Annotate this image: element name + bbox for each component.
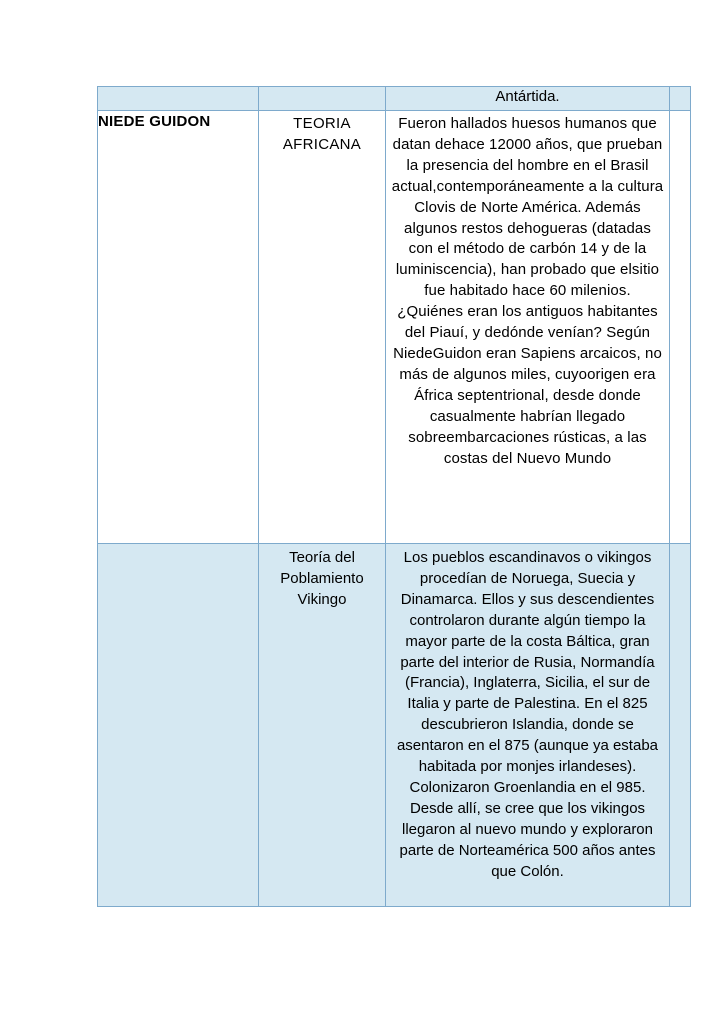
theory-cell (259, 544, 386, 907)
theory-text: Teoría del Poblamiento Vikingo (280, 549, 364, 608)
table-row (98, 544, 691, 907)
name-cell (98, 87, 259, 111)
table-row (98, 111, 691, 544)
extra-cell (670, 544, 691, 907)
extra-cell (670, 111, 691, 544)
theory-cell (259, 87, 386, 111)
description-cell (386, 544, 670, 907)
theory-cell (259, 111, 386, 544)
name-cell (98, 111, 259, 544)
author-name: NIEDE GUIDON (98, 113, 211, 130)
table-row (98, 87, 691, 111)
description-cell (386, 111, 670, 544)
description-cell (386, 87, 670, 111)
description-text: Los pueblos escandinavos o vikingos procedían de Noruega, Suecia y Dinamarca. Ellos y sus descendientes controlaron durante algún tiempo la mayor parte de la costa Báltica, gran parte del interior de Rusia, Normandía (Francia), Inglaterra, Sicilia, el sur de Italia y parte de Palestina. En el 825 descubrieron Islandia, donde se asentaron en el 875 (aunque ya estaba habitada por monjes irlandeses). Colonizaron Groenlandia en el 985. Desde allí, se cree que los vikingos llegaron al nuevo mundo y exploraron parte de Norteamérica 500 años antes que Colón. (396, 549, 659, 880)
name-cell (98, 544, 259, 907)
description-text: Antártida. (495, 88, 560, 105)
extra-cell (670, 87, 691, 111)
theories-table (97, 86, 691, 907)
description-text: Fueron hallados huesos humanos que datan dehace 12000 años, que prueban la presencia del hombre en el Brasil actual,contemporáneamente a la cultura Clovis de Norte América. Además algunos restos dehogueras (datadas con el método de carbón 14 y de la luminiscencia), han probado que elsitio fue habitado hace 60 milenios. ¿Quiénes eran los antiguos habitantes del Piauí, y dedónde venían? Según NiedeGuidon eran Sapiens arcaicos, no más de algunos miles, cuyoorigen era África septentrional, desde donde casualmente habrían llegado sobreembarcaciones rústicas, a las costas del Nuevo Mundo (391, 115, 664, 467)
theory-text: TEORIA AFRICANA (282, 115, 362, 153)
